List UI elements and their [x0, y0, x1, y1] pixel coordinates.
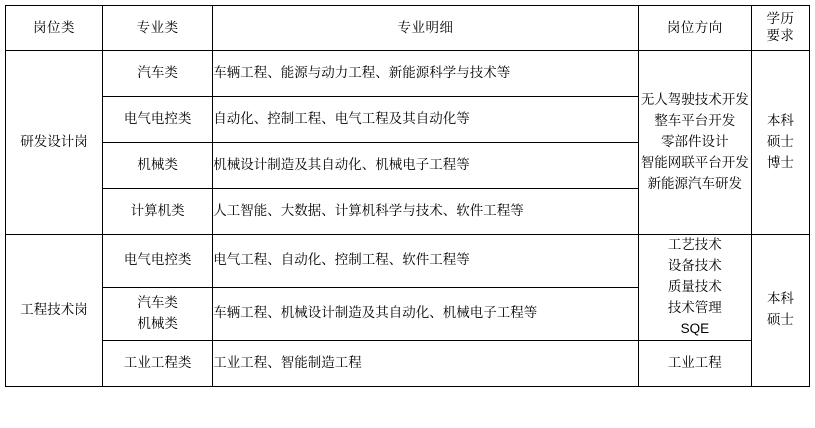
job-direction-cell-ie: [638, 340, 751, 386]
job-requirements-table: [5, 5, 810, 387]
table-row: [6, 340, 810, 386]
major-type-lines: [103, 293, 212, 335]
major-detail-cell: 车辆工程、能源与动力工程、新能源科学与技术等: [213, 51, 639, 97]
job-direction-cell-rd: [638, 51, 751, 235]
table-header-row: [6, 6, 810, 51]
job-direction-item: 工艺技术: [667, 237, 722, 252]
job-category-cell-rd: 研发设计岗: [6, 51, 103, 235]
job-category-cell-engineering: 工程技术岗: [6, 235, 103, 387]
major-detail-cell: 车辆工程、机械设计制造及其自动化、机械电子工程等: [213, 287, 639, 340]
column-header-job-direction: 岗位方向: [638, 6, 751, 51]
major-type-cell: 电气电控类: [103, 97, 213, 143]
job-direction-list: [639, 353, 751, 374]
major-type-cell: 计算机类: [103, 189, 213, 235]
major-type-cell: 电气电控类: [103, 235, 213, 288]
education-header-line2: 要求: [766, 28, 795, 43]
job-direction-item: 无人驾驶技术开发: [640, 92, 749, 108]
education-header-line1: 学历: [766, 11, 795, 27]
job-direction-list: [639, 235, 751, 340]
job-direction-item: 质量技术: [667, 278, 722, 294]
job-requirements-document: [0, 5, 815, 428]
education-list: [752, 111, 809, 174]
major-type-cell: 工业工程类: [103, 340, 213, 386]
column-header-education: [751, 6, 809, 51]
major-detail-cell: 工业工程、智能制造工程: [213, 340, 639, 386]
job-direction-item: 新能源汽车研发: [647, 175, 743, 191]
education-item: 本科: [766, 113, 794, 129]
major-type-cell: 汽车类: [103, 51, 213, 97]
job-direction-cell-engineering: [638, 235, 751, 341]
education-item: 硕士: [766, 312, 794, 328]
major-type-line: 机械类: [137, 315, 178, 331]
table-row: [6, 235, 810, 288]
education-cell-rd: [751, 51, 809, 235]
education-item: 硕士: [766, 134, 794, 150]
major-type-cell: 机械类: [103, 143, 213, 189]
major-detail-cell: 电气工程、自动化、控制工程、软件工程等: [213, 235, 639, 288]
column-header-job-category: 岗位类: [6, 6, 103, 51]
education-item: 博士: [766, 154, 794, 170]
job-direction-item: 整车平台开发: [654, 113, 736, 129]
job-direction-item: 工业工程: [667, 354, 722, 370]
education-item: 本科: [766, 291, 794, 307]
major-detail-cell: 机械设计制造及其自动化、机械电子工程等: [213, 143, 639, 189]
education-list: [752, 289, 809, 331]
education-cell-engineering: [751, 235, 809, 387]
major-type-line: 汽车类: [137, 294, 178, 310]
column-header-major-type: 专业类: [103, 6, 213, 51]
job-direction-item: 零部件设计: [661, 134, 729, 150]
major-detail-cell: 自动化、控制工程、电气工程及其自动化等: [213, 97, 639, 143]
major-detail-cell: 人工智能、大数据、计算机科学与技术、软件工程等: [213, 189, 639, 235]
job-direction-item: 设备技术: [667, 257, 722, 273]
job-direction-item: 智能网联平台开发: [640, 154, 749, 170]
column-header-major-detail: 专业明细: [213, 6, 639, 51]
job-direction-item: 技术管理: [667, 299, 722, 315]
job-direction-item: SQE: [680, 320, 710, 336]
table-row: [6, 51, 810, 97]
major-type-cell: [103, 287, 213, 340]
job-direction-list: [639, 90, 751, 195]
